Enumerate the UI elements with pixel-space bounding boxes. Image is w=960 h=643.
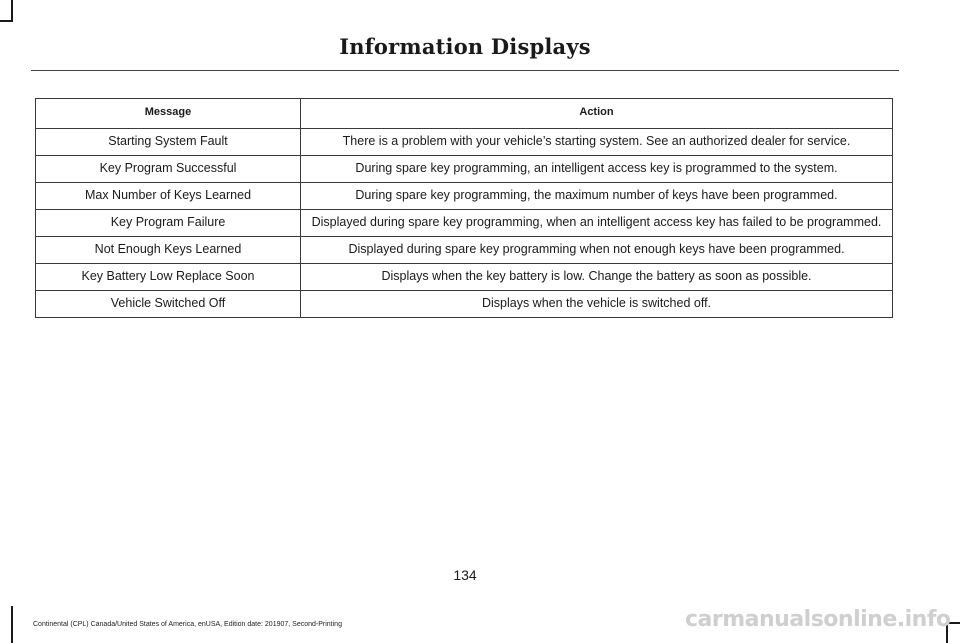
message-cell: Not Enough Keys Learned	[36, 237, 301, 264]
column-header-action: Action	[301, 99, 893, 129]
message-cell: Key Program Successful	[36, 156, 301, 183]
message-cell: Starting System Fault	[36, 129, 301, 156]
message-cell: Key Battery Low Replace Soon	[36, 264, 301, 291]
table-row	[36, 291, 893, 318]
crop-mark-bottom-left-v	[11, 606, 13, 643]
action-cell: Displayed during spare key programming, when an intelligent access key has failed to be programmed.	[301, 210, 893, 237]
action-cell: There is a problem with your vehicle’s starting system. See an authorized dealer for service.	[301, 129, 893, 156]
table-row	[36, 183, 893, 210]
table-header-row	[36, 99, 893, 129]
action-cell: During spare key programming, the maximum number of keys have been programmed.	[301, 183, 893, 210]
message-cell: Max Number of Keys Learned	[36, 183, 301, 210]
table-row	[36, 129, 893, 156]
footer-edition-text: Continental (CPL) Canada/United States of America, enUSA, Edition date: 201907, Second-Printing	[33, 621, 342, 628]
message-cell: Vehicle Switched Off	[36, 291, 301, 318]
action-cell: Displays when the key battery is low. Change the battery as soon as possible.	[301, 264, 893, 291]
crop-mark-top-left-v	[11, 0, 13, 22]
watermark-text: carmanualsonline.info	[685, 607, 951, 632]
table-row	[36, 210, 893, 237]
message-table	[35, 98, 893, 318]
table-row	[36, 237, 893, 264]
crop-mark-top-left-h	[0, 20, 13, 22]
page-number: 134	[453, 567, 477, 583]
table-row	[36, 264, 893, 291]
title-rule	[31, 70, 899, 71]
action-cell: During spare key programming, an intelligent access key is programmed to the system.	[301, 156, 893, 183]
page-title: Information Displays	[339, 34, 591, 59]
action-cell: Displayed during spare key programming when not enough keys have been programmed.	[301, 237, 893, 264]
message-cell: Key Program Failure	[36, 210, 301, 237]
column-header-message: Message	[36, 99, 301, 129]
action-cell: Displays when the vehicle is switched off.	[301, 291, 893, 318]
table-row	[36, 156, 893, 183]
